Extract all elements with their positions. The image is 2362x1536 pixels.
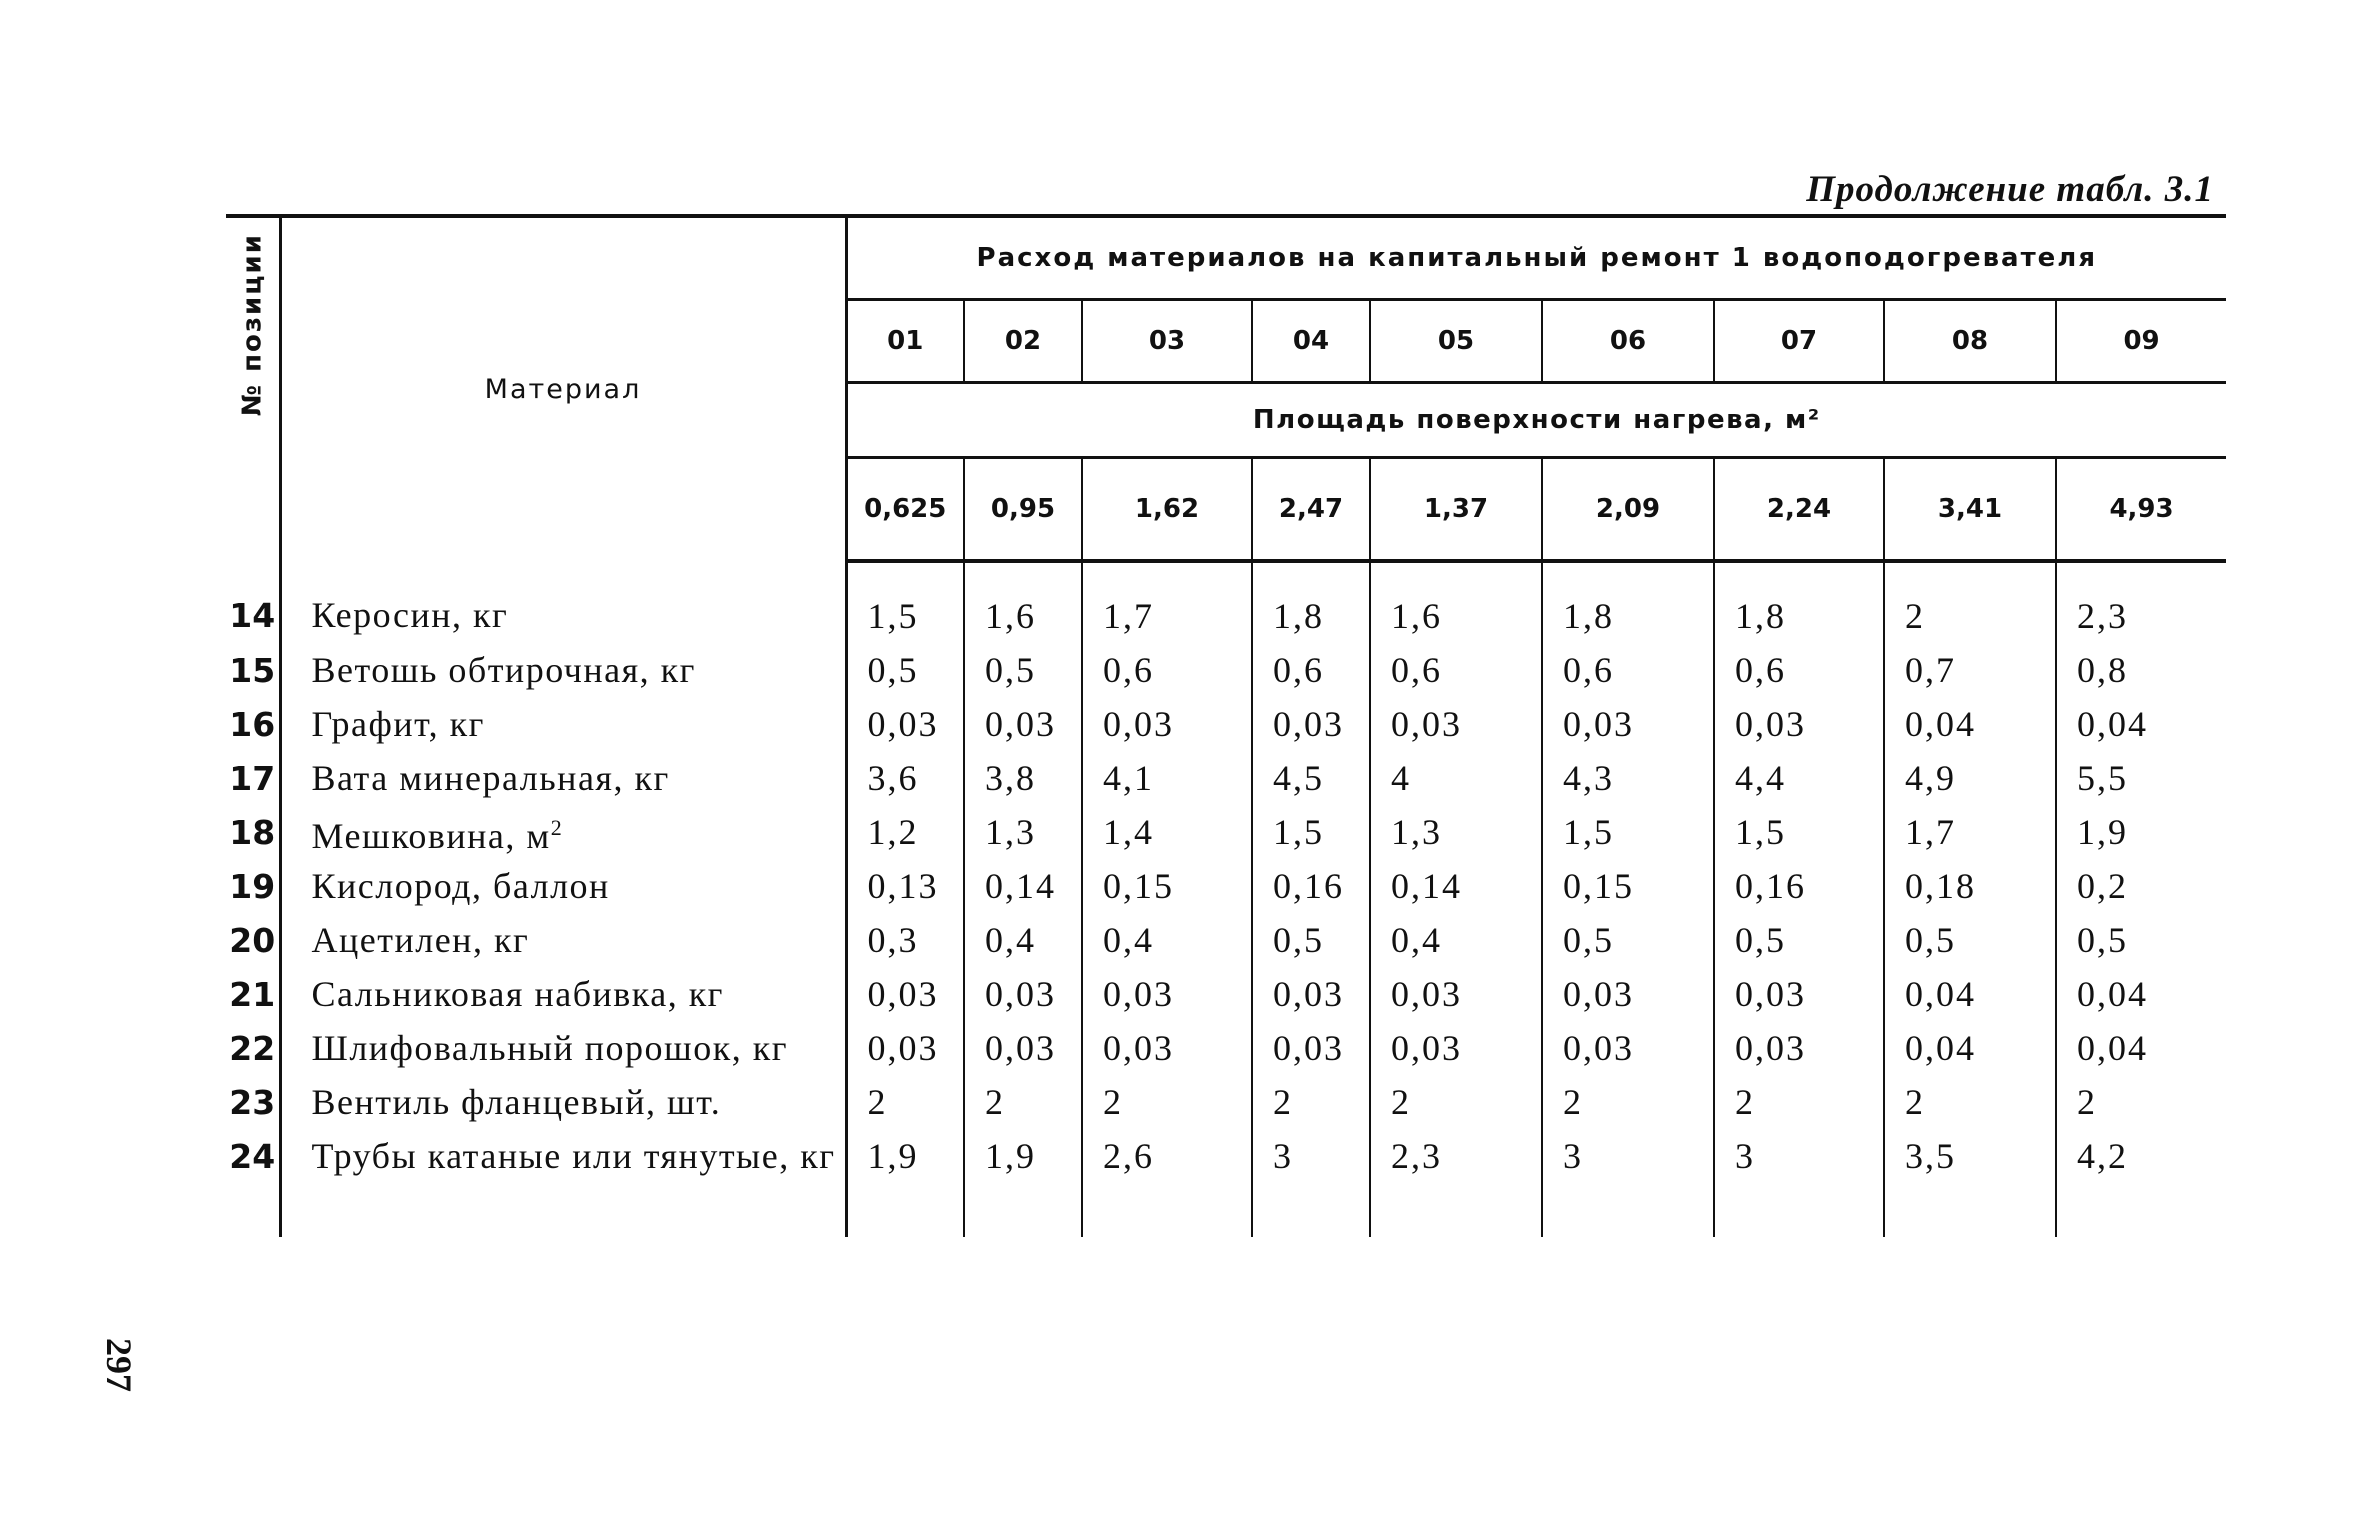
- value-cell: 4,1: [1082, 751, 1252, 805]
- material-column-header: Материал: [280, 216, 846, 561]
- heating-area-08: 3,41: [1884, 458, 2056, 562]
- table-row: [226, 1021, 2226, 1075]
- table-row: [226, 1129, 2226, 1183]
- value-cell: 1,7: [1884, 805, 2056, 859]
- value-cell: 0,6: [1370, 643, 1542, 697]
- heating-area-01: 0,625: [846, 458, 964, 562]
- value-cell: 0,2: [2077, 866, 2128, 906]
- value-cell: 0,03: [1370, 1021, 1542, 1075]
- empty-cell: [1714, 1183, 1884, 1237]
- value-cell: 0,6: [1542, 643, 1714, 697]
- value-cell: 0,03: [1714, 697, 1884, 751]
- value-cell: 1,3: [1370, 805, 1542, 859]
- value-cell: 5,5: [2077, 758, 2128, 798]
- empty-cell: [2056, 1183, 2226, 1237]
- value-cell: 1,3: [964, 805, 1082, 859]
- value-cell: 1,6: [1370, 561, 1542, 643]
- heater-code-09: 09: [2056, 300, 2226, 383]
- value-cell: 2: [1714, 1075, 1884, 1129]
- value-cell: 3: [1542, 1129, 1714, 1183]
- value-cell: 1,8: [1714, 561, 1884, 643]
- value-cell: 0,03: [846, 967, 964, 1021]
- heater-code-01: 01: [846, 300, 964, 383]
- value-cell: 0,03: [964, 697, 1082, 751]
- heating-area-09: 4,93: [2056, 458, 2226, 562]
- value-cell: 0,03: [1252, 967, 1370, 1021]
- value-cell: 0,18: [1884, 859, 2056, 913]
- value-cell: 0,14: [964, 859, 1082, 913]
- value-cell: 0,4: [1370, 913, 1542, 967]
- value-cell: 0,03: [1714, 967, 1884, 1021]
- position-number: 19: [226, 859, 280, 913]
- value-cell: 4,9: [1884, 751, 2056, 805]
- value-cell: 1,8: [1252, 561, 1370, 643]
- value-cell: 0,14: [1370, 859, 1542, 913]
- value-cell: 0,03: [1542, 967, 1714, 1021]
- table-row: [226, 751, 2226, 805]
- heating-area-03: 1,62: [1082, 458, 1252, 562]
- value-cell: 0,03: [1370, 967, 1542, 1021]
- position-number: 21: [226, 967, 280, 1021]
- value-cell: 3,5: [1884, 1129, 2056, 1183]
- material-name: Мешковина, $м^2$: [280, 805, 846, 859]
- value-cell: 2: [1370, 1075, 1542, 1129]
- value-cell: 0,03: [1542, 697, 1714, 751]
- table-row: [226, 561, 2226, 643]
- heating-area-07: 2,24: [1714, 458, 1884, 562]
- material-name: Ветошь обтирочная, кг: [280, 643, 846, 697]
- area-group-header: Площадь поверхности нагрева, м²: [846, 383, 2226, 458]
- material-name: Шлифовальный порошок, кг: [280, 1021, 846, 1075]
- value-cell: 0,4: [1082, 913, 1252, 967]
- value-cell: 0,03: [1714, 1021, 1884, 1075]
- value-cell: 2: [1884, 1075, 2056, 1129]
- value-cell: 0,5: [846, 643, 964, 697]
- material-name: Кислород, баллон: [280, 859, 846, 913]
- table-row: [226, 805, 2226, 859]
- value-cell: 0,04: [2077, 704, 2148, 744]
- value-cell: 2,6: [1082, 1129, 1252, 1183]
- position-number: 15: [226, 643, 280, 697]
- heater-code-04: 04: [1252, 300, 1370, 383]
- value-cell: 4,4: [1714, 751, 1884, 805]
- heating-area-04: 2,47: [1252, 458, 1370, 562]
- value-cell: 0,6: [1252, 643, 1370, 697]
- value-cell: 0,03: [1252, 1021, 1370, 1075]
- heater-code-07: 07: [1714, 300, 1884, 383]
- material-name: Вата минеральная, кг: [280, 751, 846, 805]
- heater-code-08: 08: [1884, 300, 2056, 383]
- value-cell: 1,5: [1542, 805, 1714, 859]
- value-cell: 3: [1714, 1129, 1884, 1183]
- value-cell: 0,03: [846, 1021, 964, 1075]
- table-row: [226, 913, 2226, 967]
- value-cell: 1,9: [964, 1129, 1082, 1183]
- position-number: 20: [226, 913, 280, 967]
- value-cell: 4,5: [1252, 751, 1370, 805]
- position-number: 18: [226, 805, 280, 859]
- value-cell: 2: [1082, 1075, 1252, 1129]
- value-cell: 1,5: [1714, 805, 1884, 859]
- value-cell: 2: [1884, 561, 2056, 643]
- value-cell: 0,04: [2077, 1028, 2148, 1068]
- value-cell: 0,5: [1542, 913, 1714, 967]
- value-cell: 4,3: [1542, 751, 1714, 805]
- value-cell: 0,5: [1884, 913, 2056, 967]
- material-name: Графит, кг: [280, 697, 846, 751]
- heater-code-03: 03: [1082, 300, 1252, 383]
- position-number: 24: [226, 1129, 280, 1183]
- material-name: Вентиль фланцевый, шт.: [280, 1075, 846, 1129]
- value-cell: 0,03: [1082, 697, 1252, 751]
- position-number: 17: [226, 751, 280, 805]
- position-number: 23: [226, 1075, 280, 1129]
- value-cell: 0,5: [1252, 913, 1370, 967]
- value-cell: 2: [1542, 1075, 1714, 1129]
- heating-area-02: 0,95: [964, 458, 1082, 562]
- value-cell: 0,03: [846, 697, 964, 751]
- value-cell: 0,13: [846, 859, 964, 913]
- table-row: [226, 859, 2226, 913]
- value-cell: 0,3: [846, 913, 964, 967]
- value-cell: 1,6: [964, 561, 1082, 643]
- value-cell: 0,03: [1370, 697, 1542, 751]
- position-column-header: № позиции: [226, 216, 280, 561]
- value-cell: 1,5: [1252, 805, 1370, 859]
- empty-cell: [964, 1183, 1082, 1237]
- value-cell: 1,4: [1082, 805, 1252, 859]
- empty-cell: [846, 1183, 964, 1237]
- value-cell: 1,2: [846, 805, 964, 859]
- value-cell: 0,8: [2077, 650, 2128, 690]
- value-cell: 0,03: [964, 1021, 1082, 1075]
- page-number: 297: [99, 1338, 139, 1392]
- value-cell: 0,15: [1542, 859, 1714, 913]
- value-cell: 1,9: [2077, 812, 2128, 852]
- table-row: [226, 967, 2226, 1021]
- position-number: 14: [226, 561, 280, 643]
- value-cell: 0,16: [1252, 859, 1370, 913]
- page-title: Продолжение табл. 3.1: [1806, 169, 2214, 210]
- table-row: [226, 697, 2226, 751]
- value-cell: 0,5: [964, 643, 1082, 697]
- value-cell: 2: [846, 1075, 964, 1129]
- heater-code-05: 05: [1370, 300, 1542, 383]
- empty-cell: [1082, 1183, 1252, 1237]
- material-name: Керосин, кг: [280, 561, 846, 643]
- empty-cell: [1370, 1183, 1542, 1237]
- heating-area-06: 2,09: [1542, 458, 1714, 562]
- value-cell: 0,5: [1714, 913, 1884, 967]
- value-cell: 2: [1252, 1075, 1370, 1129]
- position-number: 22: [226, 1021, 280, 1075]
- empty-cell: [1542, 1183, 1714, 1237]
- empty-cell: [1252, 1183, 1370, 1237]
- empty-cell: [1884, 1183, 2056, 1237]
- heating-area-05: 1,37: [1370, 458, 1542, 562]
- value-cell: 1,8: [1542, 561, 1714, 643]
- value-cell: 0,5: [2077, 920, 2128, 960]
- consumption-group-header: Расход материалов на капитальный ремонт 1 водоподогревателя: [846, 216, 2226, 300]
- position-number: 16: [226, 697, 280, 751]
- value-cell: 3,6: [846, 751, 964, 805]
- material-name: Ацетилен, кг: [280, 913, 846, 967]
- value-cell: 0,03: [1252, 697, 1370, 751]
- value-cell: 0,04: [1884, 1021, 2056, 1075]
- empty-row: [226, 1183, 2226, 1237]
- value-cell: 2,3: [2077, 596, 2128, 636]
- table-row: [226, 1075, 2226, 1129]
- value-cell: 0,03: [1082, 967, 1252, 1021]
- material-name: Трубы катаные или тянутые, кг: [280, 1129, 846, 1183]
- heater-code-06: 06: [1542, 300, 1714, 383]
- value-cell: 2: [964, 1075, 1082, 1129]
- value-cell: 0,16: [1714, 859, 1884, 913]
- materials-table: [226, 214, 2226, 1237]
- empty-cell: [280, 1183, 846, 1237]
- value-cell: 3: [1252, 1129, 1370, 1183]
- table-header: [226, 216, 2226, 561]
- value-cell: 1,5: [846, 561, 964, 643]
- value-cell: 0,6: [1082, 643, 1252, 697]
- table-body: [226, 561, 2226, 1237]
- table-row: [226, 643, 2226, 697]
- value-cell: 0,04: [1884, 697, 2056, 751]
- value-cell: 3,8: [964, 751, 1082, 805]
- value-cell: 1,9: [846, 1129, 964, 1183]
- value-cell: 0,04: [1884, 967, 2056, 1021]
- empty-cell: [226, 1183, 280, 1237]
- value-cell: 0,03: [1082, 1021, 1252, 1075]
- value-cell: 1,7: [1082, 561, 1252, 643]
- value-cell: 0,7: [1884, 643, 2056, 697]
- value-cell: 4,2: [2077, 1136, 2128, 1176]
- value-cell: 0,4: [964, 913, 1082, 967]
- value-cell: 2: [2077, 1082, 2097, 1122]
- value-cell: 0,15: [1082, 859, 1252, 913]
- value-cell: 2,3: [1370, 1129, 1542, 1183]
- value-cell: 0,6: [1714, 643, 1884, 697]
- value-cell: 0,03: [964, 967, 1082, 1021]
- value-cell: 4: [1370, 751, 1542, 805]
- value-cell: 0,04: [2077, 974, 2148, 1014]
- value-cell: 0,03: [1542, 1021, 1714, 1075]
- material-name: Сальниковая набивка, кг: [280, 967, 846, 1021]
- heater-code-02: 02: [964, 300, 1082, 383]
